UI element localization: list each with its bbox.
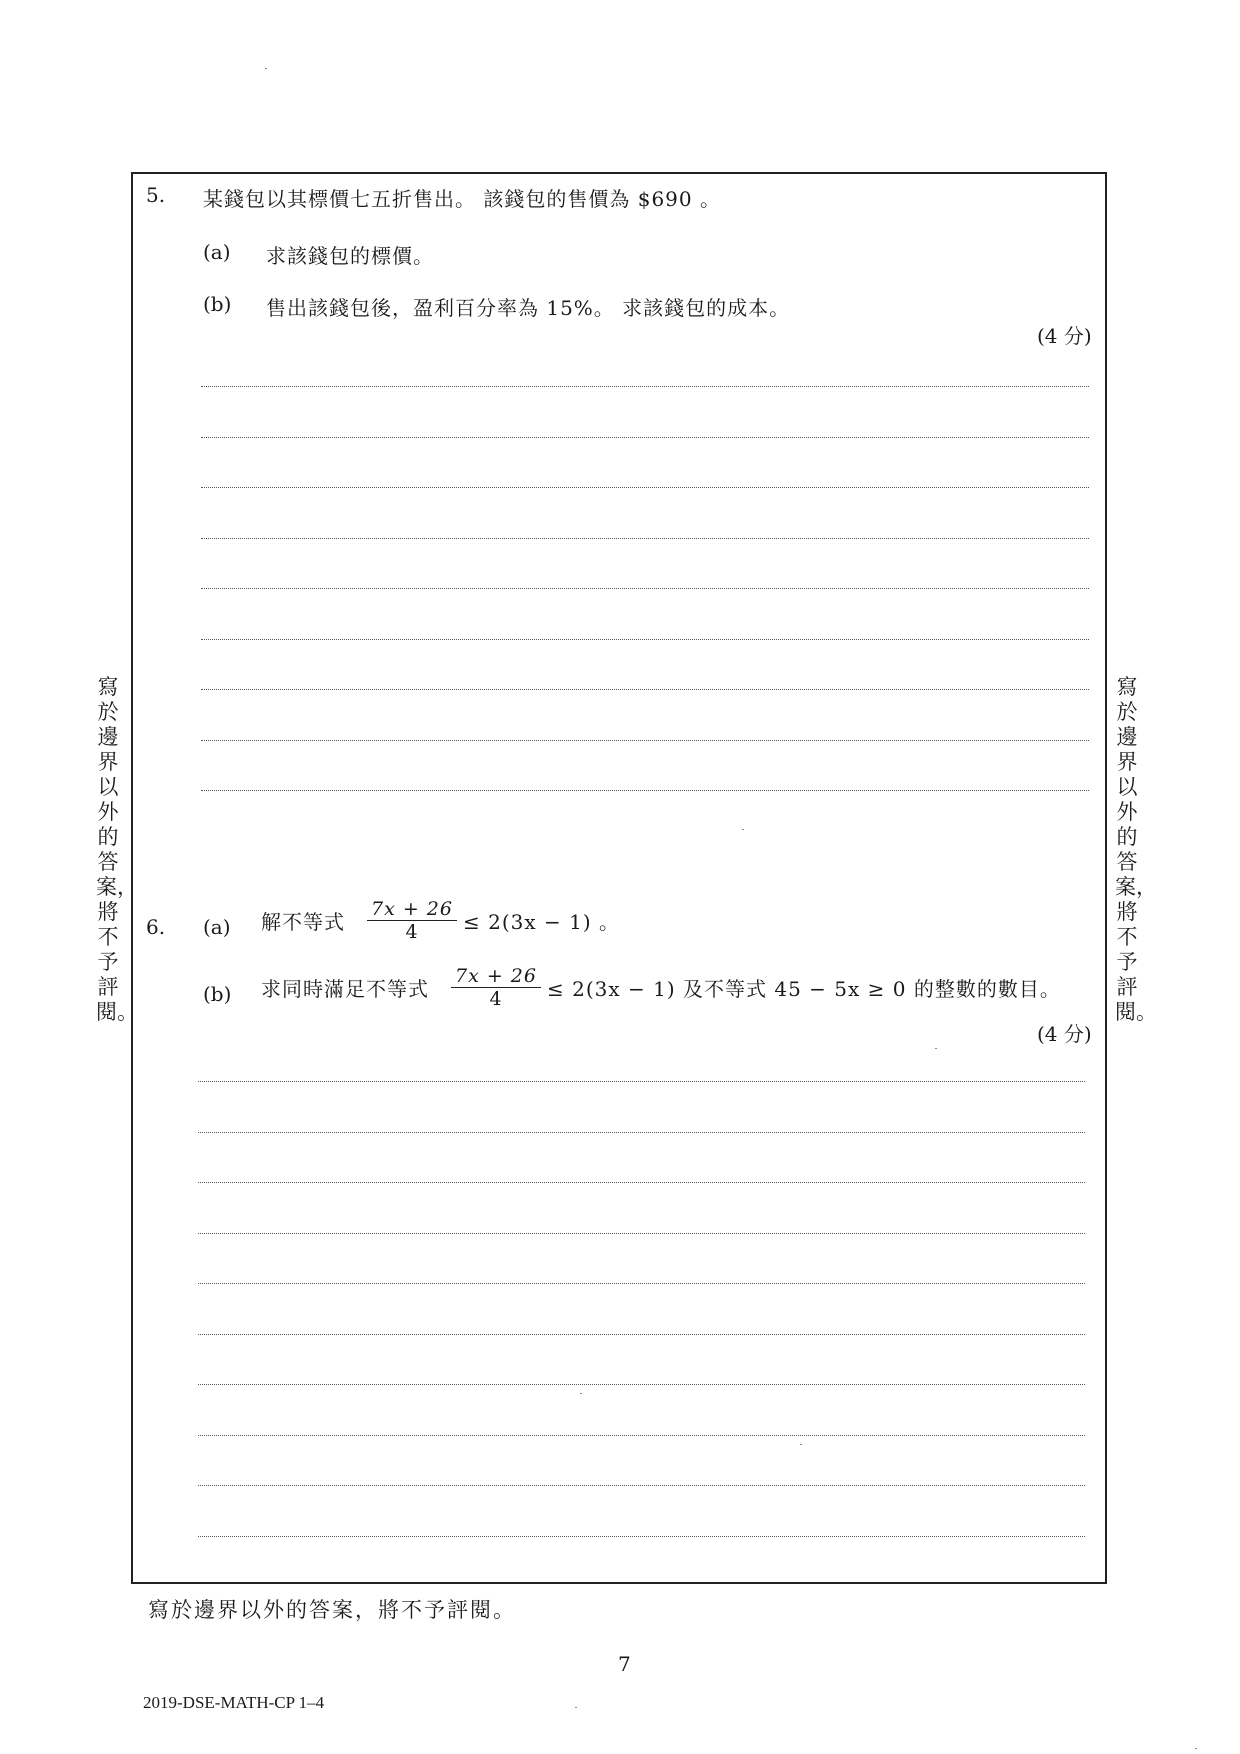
question-5a-text: 求該錢包的標價。	[266, 244, 434, 268]
question-6a-prefix: 解不等式	[261, 910, 345, 934]
scan-speck	[580, 1393, 582, 1394]
page-number: 7	[618, 1652, 631, 1676]
question-5b-text: 售出該錢包後，盈利百分率為 15%。 求該錢包的成本。	[266, 296, 791, 320]
question-5-number: 5.	[146, 183, 166, 207]
scan-speck	[265, 68, 267, 69]
answer-line	[198, 1283, 1085, 1284]
answer-line	[201, 588, 1089, 589]
answer-line	[201, 386, 1089, 387]
question-6a-label: (a)	[203, 915, 231, 939]
scan-speck	[1195, 1748, 1197, 1749]
question-6b-middle: ≤ 2(3x − 1) 及不等式 45 − 5x ≥ 0 的整數的數目。	[546, 977, 1061, 1001]
scan-speck	[575, 1707, 577, 1708]
answer-line	[198, 1132, 1085, 1133]
answer-line	[198, 1182, 1085, 1183]
left-margin-warning: 寫於邊界以外的答案，將不予評閱。	[96, 675, 138, 1024]
scan-speck	[742, 829, 744, 830]
fraction-denominator: 4	[405, 921, 419, 943]
answer-line	[198, 1536, 1085, 1537]
question-6a-text	[261, 898, 620, 943]
answer-line	[201, 790, 1089, 791]
fraction-numerator: 7x + 26	[367, 898, 457, 921]
answer-line	[198, 1081, 1085, 1082]
answer-line	[201, 639, 1089, 640]
answer-line	[201, 487, 1089, 488]
fraction-denominator: 4	[489, 988, 503, 1010]
answer-frame	[131, 172, 1107, 1584]
question-5-marks: (4 分)	[1037, 324, 1092, 348]
right-margin-warning: 寫於邊界以外的答案，將不予評閱。	[1115, 675, 1157, 1024]
answer-line	[201, 437, 1089, 438]
answer-line	[198, 1334, 1085, 1335]
scan-speck	[935, 1048, 937, 1049]
question-6a-suffix: ≤ 2(3x − 1) 。	[462, 910, 620, 934]
question-6b-prefix: 求同時滿足不等式	[261, 977, 429, 1001]
question-6-marks: (4 分)	[1037, 1022, 1092, 1046]
paper-code: 2019-DSE-MATH-CP 1–4	[143, 1693, 325, 1712]
answer-line	[201, 689, 1089, 690]
inequality-fraction	[367, 898, 457, 943]
inequality-fraction	[451, 965, 541, 1010]
answer-line	[198, 1485, 1085, 1486]
question-6-number: 6.	[146, 915, 166, 939]
answer-line	[198, 1233, 1085, 1234]
fraction-numerator: 7x + 26	[451, 965, 541, 988]
answer-line	[198, 1435, 1085, 1436]
question-5b-label: (b)	[203, 292, 232, 316]
question-5-stem: 某錢包以其標價七五折售出。 該錢包的售價為 $690 。	[203, 187, 721, 211]
bottom-margin-warning: 寫於邊界以外的答案，將不予評閱。	[148, 1598, 516, 1622]
answer-line	[201, 740, 1089, 741]
question-6b-text	[261, 965, 1061, 1010]
answer-line	[198, 1384, 1085, 1385]
answer-line	[201, 538, 1089, 539]
question-6b-label: (b)	[203, 982, 232, 1006]
question-5a-label: (a)	[203, 240, 231, 264]
scan-speck	[800, 1444, 802, 1445]
